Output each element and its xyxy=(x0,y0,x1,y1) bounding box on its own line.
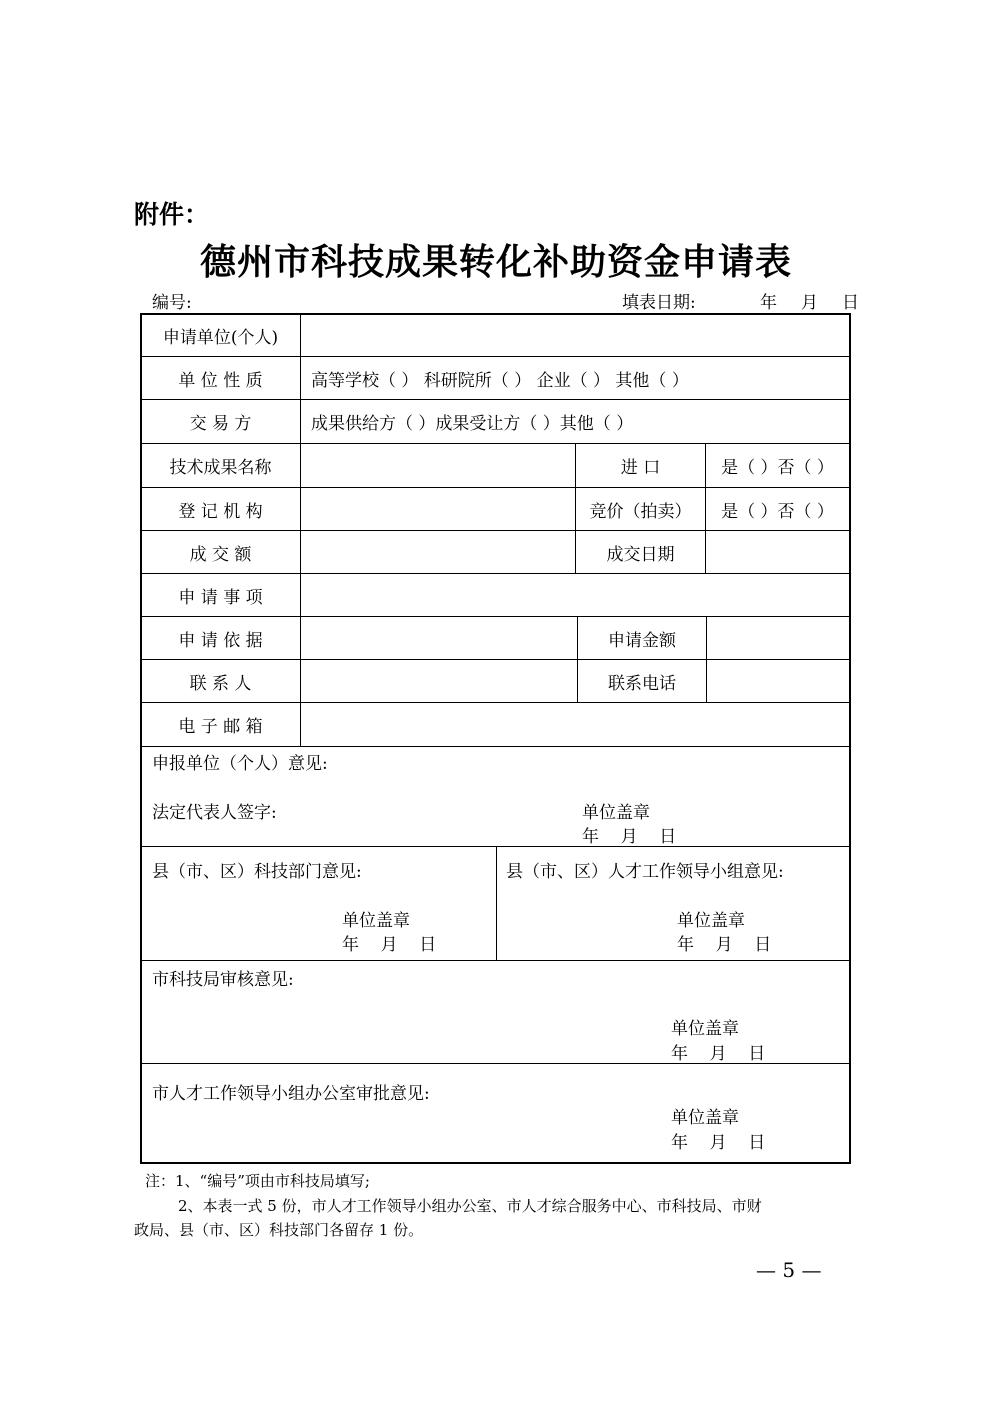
county-tech-seal-date: 年 月 日 xyxy=(342,935,437,955)
form-title: 德州市科技成果转化补助资金申请表 xyxy=(199,241,792,283)
label-deal-amount: 成 交 额 xyxy=(189,544,252,565)
label-apply-amount: 申请金额 xyxy=(608,630,676,651)
county-talent-opinion-title: 县（市、区）人才工作领导小组意见: xyxy=(506,862,784,882)
note-line-3: 政局、县（市、区）科技部门各留存 1 份。 xyxy=(134,1221,424,1239)
label-auction: 竞价（拍卖） xyxy=(589,501,692,522)
applicant-seal-date: 年 月 日 xyxy=(582,827,677,847)
county-talent-seal-label: 单位盖章 xyxy=(677,911,745,931)
auction-options[interactable]: 是（ ）否（ ） xyxy=(721,501,834,522)
label-applicant: 申请单位(个人) xyxy=(162,327,279,348)
apply-amount-field[interactable] xyxy=(707,617,849,659)
county-tech-opinion-title: 县（市、区）科技部门意见: xyxy=(152,862,362,882)
label-tech-name: 技术成果名称 xyxy=(169,458,272,478)
email-field[interactable] xyxy=(301,703,849,746)
page-number: — 5 — xyxy=(756,1258,822,1282)
label-contact: 联 系 人 xyxy=(189,673,252,694)
label-trade-party: 交 易 方 xyxy=(189,414,252,434)
deal-date-field[interactable] xyxy=(706,531,849,573)
label-deal-date: 成交日期 xyxy=(606,544,675,565)
import-options[interactable]: 是（ ）否（ ） xyxy=(721,458,834,478)
apply-basis-field[interactable] xyxy=(301,617,577,659)
label-unit-nature: 单 位 性 质 xyxy=(178,370,263,391)
label-apply-item: 申 请 事 项 xyxy=(178,587,263,608)
fill-date-fields xyxy=(760,288,859,313)
city-tech-seal-date: 年 月 日 xyxy=(671,1044,766,1064)
date-day: 日 xyxy=(842,293,859,313)
note-line-1: 注：1、“编号”项由市科技局填写; xyxy=(145,1172,370,1190)
label-registry: 登 记 机 构 xyxy=(178,501,263,522)
legal-rep-signature-label: 法定代表人签字: xyxy=(152,803,277,823)
trade-party-options[interactable]: 成果供给方（ ）成果受让方（ ）其他（ ） xyxy=(311,414,634,434)
city-tech-opinion-title: 市科技局审核意见: xyxy=(152,970,294,990)
date-year: 年 xyxy=(760,293,777,313)
deal-amount-field[interactable] xyxy=(301,531,575,573)
city-talent-office-seal-label: 单位盖章 xyxy=(671,1108,739,1128)
apply-item-field[interactable] xyxy=(301,574,849,616)
label-apply-basis: 申 请 依 据 xyxy=(178,630,263,651)
tech-name-field[interactable] xyxy=(301,444,575,487)
attachment-label: 附件： xyxy=(134,200,210,229)
label-phone: 联系电话 xyxy=(608,673,676,694)
note-line-2: 2、本表一式 5 份，市人才工作领导小组办公室、市人才综合服务中心、市科技局、市财 xyxy=(178,1197,762,1215)
unit-nature-options[interactable]: 高等学校（ ） 科研院所（ ） 企业（ ） 其他（ ） xyxy=(311,370,689,391)
applicant-field[interactable] xyxy=(301,314,849,356)
label-email: 电 子 邮 箱 xyxy=(178,717,263,737)
applicant-opinion-title: 申报单位（个人）意见: xyxy=(152,754,328,774)
city-talent-office-opinion-title: 市人才工作领导小组办公室审批意见: xyxy=(152,1084,430,1104)
label-import: 进 口 xyxy=(620,458,661,478)
city-tech-seal-label: 单位盖章 xyxy=(671,1019,739,1039)
county-tech-seal-label: 单位盖章 xyxy=(342,911,410,931)
date-month: 月 xyxy=(801,293,818,313)
city-talent-office-seal-date: 年 月 日 xyxy=(671,1133,766,1153)
number-label: 编号: xyxy=(152,293,192,313)
fill-date-label: 填表日期: xyxy=(622,293,696,313)
applicant-seal-label: 单位盖章 xyxy=(582,803,650,823)
phone-field[interactable] xyxy=(707,660,849,702)
contact-field[interactable] xyxy=(301,660,577,702)
registry-field[interactable] xyxy=(301,488,575,530)
county-talent-seal-date: 年 月 日 xyxy=(677,935,772,955)
